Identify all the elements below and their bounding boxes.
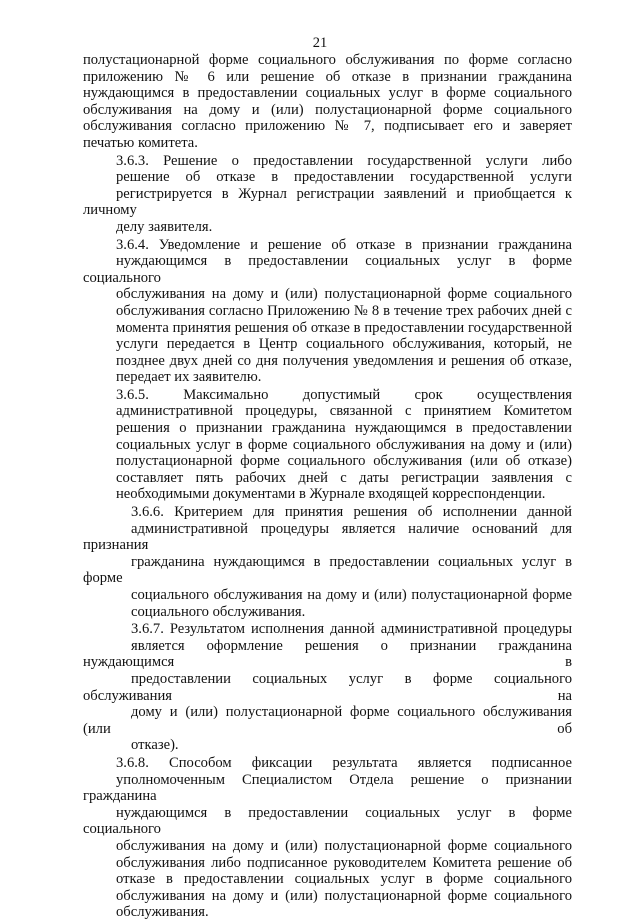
text-line: услуги передается в Центр социального обслуживания, который, не: [116, 336, 572, 353]
text-line: решения о признании гражданина нуждающимся в предоставлении: [116, 420, 572, 437]
text-line: обслуживания на дому и (или) полустационарной форме социального: [83, 101, 572, 118]
paragraph-3-6-4: [83, 237, 572, 386]
text-line: нуждающимся в предоставлении социальных услуг в форме социального: [83, 85, 572, 102]
text-line: 3.6.5. Максимально допустимый срок осуществления: [116, 386, 572, 403]
text-line: нуждающимся в предоставлении социальных услуг в форме социального: [83, 804, 572, 838]
text-line: является оформление решения о признании гражданина нуждающимся в: [83, 637, 572, 671]
paragraph-3-6-6: [83, 504, 572, 620]
text-line: нуждающимся в предоставлении социальных услуг в форме социального: [83, 253, 572, 286]
text-line: социального обслуживания.: [131, 603, 306, 620]
paragraph-3-6-8: [83, 755, 572, 921]
text-line: решение об отказе в предоставлении государственной услуги: [116, 169, 572, 186]
text-line: регистрируется в Журнал регистрации заявлений и приобщается к личному: [83, 185, 572, 219]
text-line: печатью комитета.: [83, 134, 198, 151]
page-number: 21: [312, 35, 328, 51]
paragraph-3-6-7: [83, 621, 572, 754]
text-line: обслуживания на дому и (или) полустационарной форме социального: [116, 286, 572, 303]
text-line: передает их заявителю.: [116, 369, 262, 386]
text-line: составляет пять рабочих дней с даты регистрации заявления с: [116, 469, 572, 486]
text-line: обслуживания.: [116, 904, 209, 921]
text-line: обслуживания согласно приложению № 7, подписывает его и заверяет: [83, 118, 572, 135]
text-line: социального обслуживания на дому и (или) полустационарной форме: [131, 587, 572, 603]
text-line: гражданина нуждающимся в предоставлении социальных услуг в форме: [83, 553, 572, 587]
text-line: необходимыми документами в Журнале входящей корреспонденции.: [116, 486, 546, 503]
text-line: административной процедуры, связанной с принятием Комитетом: [116, 403, 572, 420]
text-line: отказе).: [131, 737, 179, 754]
text-line: 3.6.3. Решение о предоставлении государственной услуги либо: [116, 152, 572, 169]
text-line: социальных услуг в форме социального обслуживания на дому и (или): [116, 436, 572, 453]
text-line: позднее двух дней со дня получения уведомления и решения об отказе,: [116, 352, 572, 369]
text-line: дому и (или) полустационарной форме социального обслуживания (или об: [83, 704, 572, 737]
document-body: [83, 52, 572, 922]
text-line: полустационарной форме социального обслуживания (или об отказе): [116, 453, 572, 470]
text-line: 3.6.8. Способом фиксации результата является подписанное: [116, 754, 572, 771]
text-line: уполномоченным Специалистом Отдела решение о признании гражданина: [83, 771, 572, 805]
paragraph-3-6-3: [83, 153, 572, 236]
text-line: 3.6.7. Результатом исполнения данной административной процедуры: [131, 621, 572, 638]
text-line: обслуживания согласно Приложению № 8 в течение трех рабочих дней с: [116, 302, 572, 319]
text-line: обслуживания на дому и (или) полустационарной форме социального: [116, 837, 572, 854]
text-line: 3.6.6. Критерием для принятия решения об исполнении данной: [131, 504, 572, 521]
text-line: отказе в предоставлении социальных услуг в форме социального: [116, 871, 572, 888]
text-line: полустационарной форме социального обслуживания по форме согласно: [83, 52, 572, 68]
text-line: момента принятия решения об отказе в предоставлении государственной: [116, 319, 572, 336]
text-line: обслуживания либо подписанное руководителем Комитета решение об: [116, 854, 572, 871]
paragraph-continuation: [83, 52, 572, 152]
text-line: предоставлении социальных услуг в форме социального обслуживания на: [83, 670, 572, 704]
text-line: 3.6.4. Уведомление и решение об отказе в признании гражданина: [116, 236, 572, 253]
paragraph-3-6-5: [83, 387, 572, 503]
text-line: делу заявителя.: [116, 218, 213, 235]
text-line: административной процедуры является наличие оснований для признания: [83, 520, 572, 554]
text-line: обслуживания на дому и (или) полустационарной форме социального: [116, 887, 572, 904]
text-line: приложению № 6 или решение об отказе в признании гражданина: [83, 68, 572, 85]
